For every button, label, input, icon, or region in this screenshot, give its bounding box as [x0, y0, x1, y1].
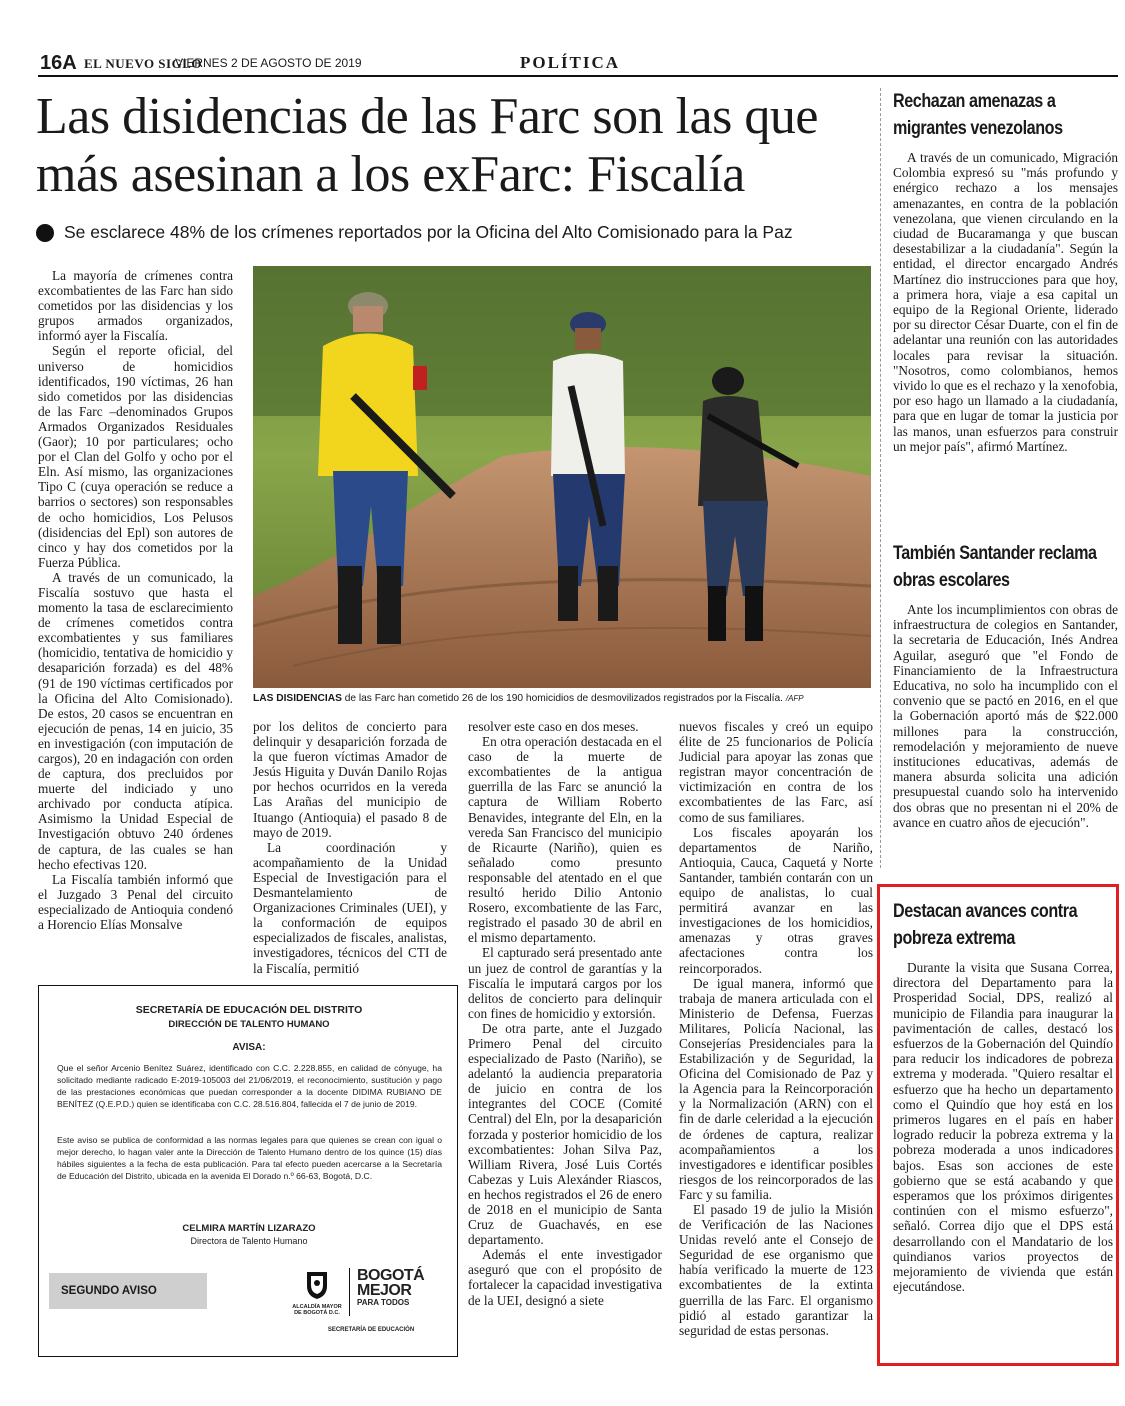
paragraph: En otra operación destacada en el caso de la muerte de excombatientes de la antigua guerrilla de las Farc se anunció la captura de William Roberto Benavides, integrante del Eln, en la vereda San Francisco del municipio de Ricaurte (Nariño), quien es señalado como presunto responsable del atentado en el que resultó herido Dilio Antonio Rosero, excombatiente de las Farc, registrado el pasado 30 de abril en el mismo departamento.	[468, 734, 662, 946]
ad-org-line-2: DIRECCIÓN DE TALENTO HUMANO	[168, 1019, 330, 1030]
paragraph: La mayoría de crímenes contra excombatientes de las Farc han sido cometidos por las disidencias y los grupos armados organizados, informó ayer la Fiscalía.	[38, 268, 233, 344]
sidebar-story-2-text: Ante los incumplimientos con obras de infraestructura de colegios en Santander, la secretaria de Educación, Inés Andrea Aguilar, aseguró que "el Fondo de Financiamiento de la Infraestructura Educativa, no solo ha incumplido con el convenio que se pactó en 2016, en el que la Gobernación aportó más de $22.000 millones para la construcción, remodelación y mejoramiento de nueve instituciones educativas, además de manera absurda solicita una adición presupuestal cuando solo ha intervenido dos obras que no presentan ni el 20% de avance en cuatro años de ejecución".	[893, 602, 1118, 830]
paragraph: La coordinación y acompañamiento de la Unidad Especial de Investigación para el Desmantelamiento de Organizaciones Criminales (UEI), y la conformación de equipos especializados de fiscales, analistas, investigadores, técnicos del CTI de la Fiscalía, permitió	[253, 839, 447, 976]
caption-lead: LAS DISIDENCIAS	[253, 693, 342, 704]
headline-line-1: Las disidencias de las Farc son las que	[36, 88, 818, 145]
sidebar-story-3	[893, 898, 1113, 1294]
ad-org-line-1: SECRETARÍA DE EDUCACIÓN DEL DISTRITO	[135, 1004, 363, 1016]
coat-of-arms-icon	[303, 1268, 331, 1300]
sidebar-divider	[880, 88, 882, 868]
logo-para-todos: PARA TODOS	[357, 1298, 410, 1307]
legal-notice-ad	[38, 985, 458, 1357]
paragraph: por los delitos de concierto para delinquir y desaparición forzada de la que fueron víctimas Amador de Jesús Higuita y Duván Danilo Rojas por hechos ocurridos en la vereda Las Arañas del municipio de Ituango (Antioquia) el pasado 8 de mayo de 2019.	[253, 719, 447, 840]
article-column-1	[38, 268, 233, 932]
paragraph: De igual manera, informó que trabaja de manera articulada con el Ministerio de Defensa, Fuerzas Militares, Policía Nacional, las Consejerías Presidenciales para la Estabilización y de Seguridad, la Oficina del Comisionado de Paz y la Agencia para la Reincorporación y la Normalización (ARN) con el fin de darle celeridad a la ejecución de órdenes de captura, realizar acompañamientos a los investigadores e identificar posibles riesgos de los reincorporados de las Farc y su familia.	[679, 975, 873, 1202]
caption-text: de las Farc han cometido 26 de los 190 homicidios de desmovilizados registrados por la Fiscalía.	[341, 693, 783, 704]
bullet-icon	[36, 224, 54, 242]
ad-signer-title: Directora de Talento Humano	[190, 1236, 308, 1246]
sidebar-story-1-text: A través de un comunicado, Migración Colombia expresó su "más profundo y enérgico rechazo a los mensajes amenazantes, en contra de la población venezolana, que vienen circulando en la ciudad de Bucaramanga y que buscan desestabilizar a la ciudadanía". Según la entidad, el director encargado Andrés Martínez dio instrucciones para que hoy, a primera hora, viaje a esa capital un equipo de la Regional Oriente, liderado por su director César Duarte, con el fin de adelantar una reunión con las autoridades locales para revisar la situación. "Nosotros, como colombianos, hemos vivido lo que es el rechazo y la xenofobia, por eso hago un llamado a la ciudadanía, para que en lugar de tomar la justicia por las manos, unan esfuerzos para construir un mejor país", afirmó Martínez.	[893, 150, 1118, 454]
alcaldia-logo	[287, 1268, 347, 1316]
alcaldia-line-2: DE BOGOTÁ D.C.	[294, 1310, 340, 1316]
sidebar-story-3-title: Destacan avances contra pobreza extrema	[893, 901, 1078, 949]
ad-signer: CELMIRA MARTÍN LIZARAZO	[182, 1223, 316, 1234]
article-headline	[36, 88, 876, 204]
alcaldia-line-1: ALCALDÍA MAYOR	[292, 1304, 342, 1310]
photo-credit: /AFP	[785, 694, 804, 703]
newspaper-name: EL NUEVO SIGLO	[84, 56, 202, 71]
sidebar-story-1	[893, 88, 1118, 454]
sidebar-story-1-title: Rechazan amenazas a migrantes venezolanos	[893, 91, 1063, 139]
paragraph: El capturado será presentado ante un juez de control de garantías y la Fiscalía le imputará cargos por los delitos de concierto para delinquir con fines de homicidio y extorsión.	[468, 945, 662, 1021]
ad-notice-title: AVISA:	[232, 1042, 266, 1053]
article-column-4	[679, 719, 873, 1338]
sidebar-story-2-title: También Santander reclama obras escolares	[893, 543, 1097, 591]
subhead-text: Se esclarece 48% de los crímenes reportados por la Oficina del Alto Comisionado para la Paz	[64, 222, 793, 242]
ad-body-2: Este aviso se publica de conformidad a las normas legales para que quienes se crean con igual o mejor derecho, lo hagan valer ante la Dirección de Talento Humano dentro de los quince (15) días hábiles siguientes a la fecha de esta publicación. Para tal efecto pueden acercarse a la Secretaría de Educación del Distrito, ubicada en la avenida El Dorado n.º 66-63, Bogotá, D.C.	[57, 1135, 442, 1181]
paragraph: La Fiscalía también informó que el Juzgado 3 Penal del circuito especializado de Antioquia condenó a Horencio Elías Monsalve	[38, 871, 233, 933]
second-notice-label: SEGUNDO AVISO	[49, 1273, 207, 1309]
soldiers-photo-illustration	[253, 266, 871, 688]
paragraph: Según el reporte oficial, del universo de homicidios identificados, 190 víctimas, 26 han sido cometidos por las disidencias de las Farc –denominados Grupos Armados Organizados Residuales (Gaor); 10 por particulares; ocho por el Clan del Golfo y ocho por el Eln. Así mismo, las organizaciones Tipo C (cuya operación se reduce a barrios o sectores) son responsables de ocho homicidios, Los Pelusos (disidencias del Epl) son autores de cinco y hay dos cometidos por la Fuerza Pública.	[38, 343, 233, 570]
paragraph: Además el ente investigador aseguró que con el propósito de fortalecer la capacidad investigativa de la UEI, designó a siete	[468, 1247, 662, 1308]
article-column-2	[253, 719, 447, 976]
ad-body-1: Que el señor Arcenio Benítez Suárez, identificado con C.C. 2.228.855, en calidad de cónyuge, ha solicitado mediante radicado E-2019-105003 del 21/06/2019, el reconocimiento, sustitución y pago de las prestaciones económicas que puedan corresponder a la docente DIDIMA RUBIANO DE BENÍTEZ (Q.E.P.D.) quien se identificaba con C.C. 28.516.804, fallecida el 7 de junio de 2019.	[57, 1063, 442, 1109]
paragraph: resolver este caso en dos meses.	[468, 719, 639, 734]
header-rule	[38, 75, 1118, 77]
article-column-3	[468, 719, 662, 1308]
page-number: 16A	[40, 52, 77, 74]
article-photo	[253, 266, 871, 688]
paragraph: Los fiscales apoyarán los departamentos de Nariño, Antioquia, Cauca, Caquetá y Norte Santander, también contarán con un equipo de analistas, lo cual permitirá avanzar en las investigaciones de los homicidios, amenazas y otras graves afectaciones contra los reincorporados.	[679, 824, 873, 976]
headline-line-2: más asesinan a los exFarc: Fiscalía	[36, 146, 745, 203]
article-subhead	[36, 222, 876, 243]
photo-caption	[253, 692, 871, 705]
sidebar-story-2	[893, 540, 1118, 830]
paragraph: De otra parte, ante el Juzgado Primero Penal del circuito especializado de Pasto (Nariño), se adelantó la audiencia preparatoria de juicio en contra de los integrantes del COCE (Comité Central) del Eln, por la desaparición forzada y posterior homicidio de los excombatientes: Johan Silva Paz, William Rivera, José Luis Cortés Cabezas y Luis Alexánder Riascos, en hechos registrados el 26 de enero de 2018 en el municipio de Santa Cruz de Guachavés, en ese departamento.	[468, 1020, 662, 1248]
logo-mejor: MEJOR	[357, 1282, 412, 1299]
logo-bogota: BOGOTÁ	[357, 1267, 425, 1284]
paragraph: A través de un comunicado, la Fiscalía sostuvo que hasta el momento la tasa de esclarecimiento de crímenes cometidos contra excombatientes y sus familiares (homicidio, tentativa de homicidio y desaparición forzada) es del 48% (91 de 190 víctimas certificados por la Oficina del Alto Comisionado). De estos, 20 casos se encuentran en ejecución de penas, 14 en juicio, 35 en investigación (con imputación de cargos), 20 en indagación con orden de captura, dos precluidos por muerte del indiciado y uno archivado por conducta atípica. Asimismo la Unidad Especial de Investigación obtuvo 240 órdenes de captura, de las cuales se han hecho efectivas 120.	[38, 569, 233, 872]
ad-logo-bottom: SECRETARÍA DE EDUCACIÓN	[327, 1327, 415, 1333]
section-name: POLÍTICA	[520, 53, 621, 72]
paragraph: nuevos fiscales y creó un equipo élite de 25 funcionarios de Policía Judicial para apoyar las zonas que registran mayor concentración de victimización en contra de los excombatientes de las Farc, así como de sus familiares.	[679, 719, 873, 825]
bogota-mejor-logo	[357, 1268, 447, 1308]
paragraph: El pasado 19 de julio la Misión de Verificación de las Naciones Unidas reveló ante el Consejo de Seguridad de ese organismo que había verificado la muerte de 123 excombatientes de la extinta guerrilla de las Farc. El organismo pidió al estado garantizar la seguridad de estas personas.	[679, 1202, 873, 1338]
logo-divider	[349, 1268, 350, 1316]
issue-date: VIERNES 2 DE AGOSTO DE 2019	[175, 56, 362, 70]
sidebar-story-3-text: Durante la visita que Susana Correa, directora del Departamento para la Prosperidad Social, DPS, realizó al municipio de Filandia para inaugurar la pavimentación de calles, destacó los esfuerzos de la Gobernación del Quindío para reducir los indicadores de pobreza extrema y moderada. "Quiero resaltar el esfuerzo que ha hecho un departamento como el Quindío que hoy está en los primeros lugares en el país en haber logrado reducir la pobreza extrema y la pobreza moderada a unos indicadores bajos. Esas son acciones de este gobierno que se está acabando y que esperamos que los próximos dirigentes continúen con el mismo esfuerzo", señaló. Correa dijo que el DPS está desarrollando con el Mandatario de los quindianos varios proyectos de mejoramiento de vivienda que están ejecutándose.	[893, 960, 1113, 1295]
